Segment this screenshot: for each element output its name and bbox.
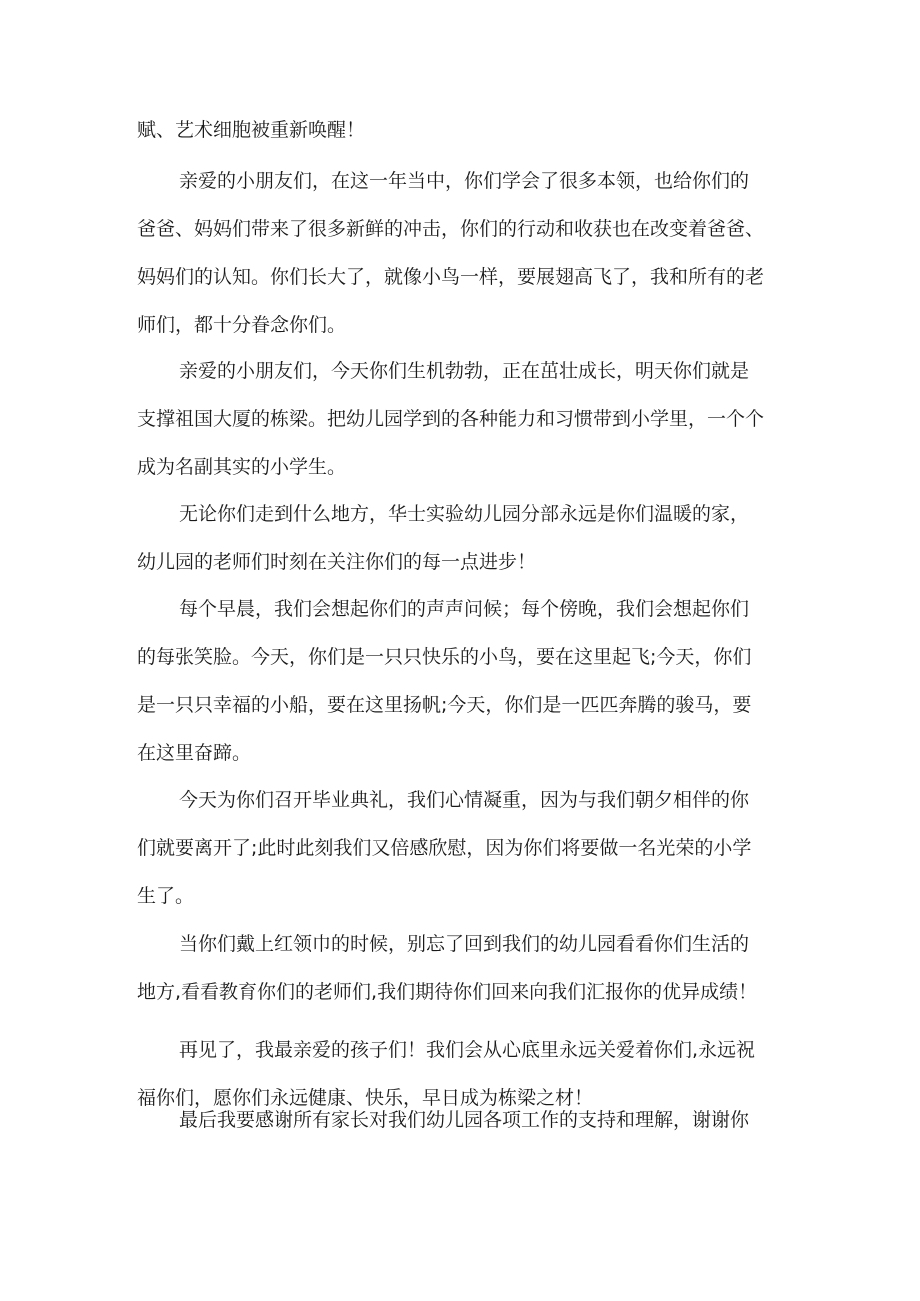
text-line: 亲爱的小朋友们，在这一年当中，你们学会了很多本领，也给你们的 xyxy=(179,170,750,192)
paragraph-2 xyxy=(137,157,764,349)
text-line: 生了。 xyxy=(137,885,195,907)
text-line: 亲爱的小朋友们，今天你们生机勃勃，正在茁壮成长，明天你们就是 xyxy=(179,360,750,382)
text-line: 赋、艺术细胞被重新唤醒！ xyxy=(137,119,366,141)
text-line: 在这里奋蹄。 xyxy=(137,742,252,764)
text-line: 师们，都十分眷念你们。 xyxy=(137,314,347,336)
text-line: 无论你们走到什么地方，华士实验幼儿园分部永远是你们温暖的家， xyxy=(179,503,750,525)
text-line: 们就要离开了;此时此刻我们又倍感欣慰，因为你们将要做一名光荣的小学 xyxy=(137,837,752,859)
paragraph-5 xyxy=(137,585,751,777)
text-line: 的每张笑脸。今天，你们是一只只快乐的小鸟，要在这里起飞;今天，你们 xyxy=(137,646,752,668)
text-line: 再见了，我最亲爱的孩子们！我们会从心底里永远关爱着你们,永远祝 xyxy=(179,1039,756,1061)
paragraph-4 xyxy=(137,490,749,586)
paragraph-9 xyxy=(137,1096,749,1144)
text-line: 福你们，愿你们永远健康、快乐，早日成为栋梁之材！ xyxy=(137,1087,594,1109)
paragraph-6 xyxy=(137,776,751,920)
paragraph-1 xyxy=(137,106,365,154)
text-line: 妈妈们的认知。你们长大了，就像小鸟一样，要展翅高飞了，我和所有的老 xyxy=(137,266,765,288)
text-line: 是一只只幸福的小船，要在这里扬帆;今天，你们是一匹匹奔腾的骏马，要 xyxy=(137,694,752,716)
text-line: 地方,看看教育你们的老师们,我们期待你们回来向我们汇报你的优异成绩！ xyxy=(137,981,758,1003)
text-line: 当你们戴上红领巾的时候，别忘了回到我们的幼儿园看看你们生活的 xyxy=(179,933,750,955)
text-line: 成为名副其实的小学生。 xyxy=(137,456,347,478)
text-line: 支撑祖国大厦的栋梁。把幼儿园学到的各种能力和习惯带到小学里，一个个 xyxy=(137,408,765,430)
text-line: 今天为你们召开毕业典礼，我们心情凝重，因为与我们朝夕相伴的你 xyxy=(179,789,750,811)
text-line: 最后我要感谢所有家长对我们幼儿园各项工作的支持和理解，谢谢你 xyxy=(179,1109,750,1131)
text-line: 每个早晨，我们会想起你们的声声问候；每个傍晚，我们会想起你们 xyxy=(179,598,750,620)
paragraph-7 xyxy=(137,920,757,1016)
text-line: 幼儿园的老师们时刻在关注你们的每一点进步！ xyxy=(137,551,537,573)
text-line: 爸爸、妈妈们带来了很多新鲜的冲击，你们的行动和收获也在改变着爸爸、 xyxy=(137,218,765,240)
paragraph-3 xyxy=(137,347,764,491)
